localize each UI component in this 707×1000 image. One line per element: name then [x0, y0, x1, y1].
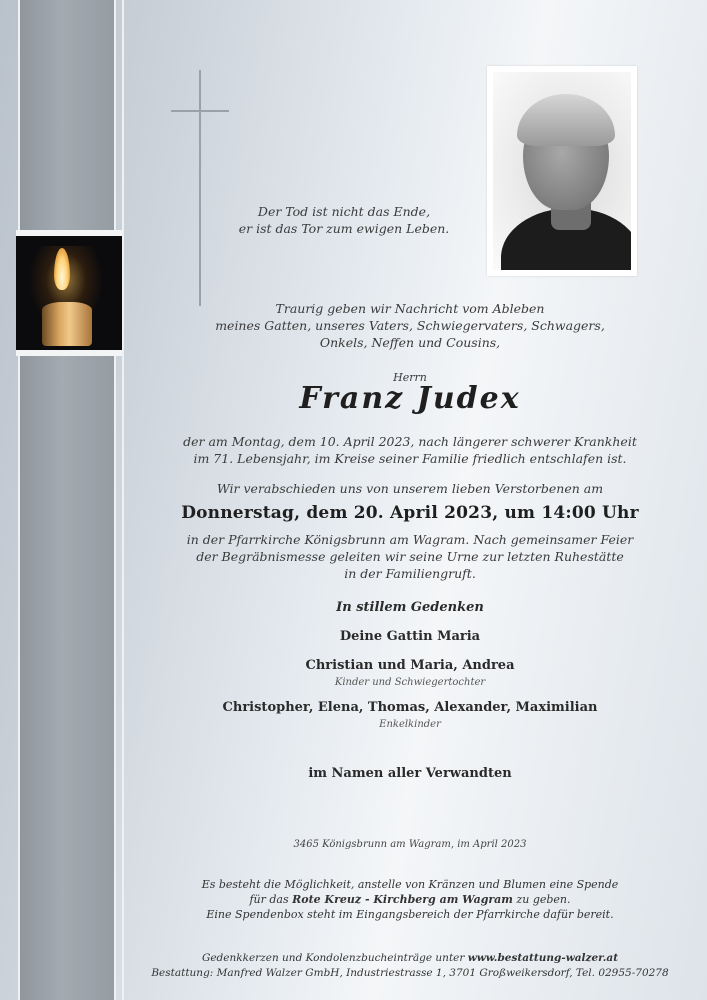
portrait-photo [493, 72, 631, 270]
in-memory-heading: In stillem Gedenken [336, 600, 484, 615]
portrait-hair [517, 94, 615, 146]
donation-recipient: Rote Kreuz - Kirchberg am Wagram [292, 893, 513, 906]
place-and-date: 3465 Königsbrunn am Wagram, im April 2023 [293, 839, 527, 850]
cross-icon-vertical [199, 70, 201, 306]
mourner-relation: Kinder und Schwiegertochter [334, 677, 486, 688]
donation-line [170, 892, 650, 907]
footer-line [150, 951, 670, 966]
funeral-date: Donnerstag, dem 20. April 2023, um 14:00 Uhr [181, 503, 639, 523]
candle-image [16, 230, 122, 356]
ceremony-line: in der Pfarrkirche Königsbrunn am Wagram. Nach gemeinsamer Feier [186, 532, 634, 547]
motto-line: er ist das Tor zum ewigen Leben. [238, 221, 450, 236]
death-notice-line: der am Montag, dem 10. April 2023, nach längerer schwerer Krankheit [183, 434, 637, 449]
mourner-relation: Enkelkinder [379, 719, 441, 730]
donation-notice [170, 877, 650, 922]
ceremony-line: der Begräbnismesse geleiten wir seine Urne zur letzten Ruhestätte [196, 549, 624, 564]
death-notice [170, 433, 650, 467]
mourner-names: Deine Gattin Maria [339, 629, 481, 644]
announcement-intro [170, 300, 650, 351]
donation-line: Eine Spendenbox steht im Eingangsbereich der Pfarrkirche dafür bereit. [206, 908, 614, 921]
donation-text: zu geben. [512, 893, 571, 906]
intro-line: Onkels, Neffen und Cousins, [319, 335, 501, 350]
stripe-divider [122, 0, 124, 1000]
donation-text: für das [249, 893, 293, 906]
motto-line: Der Tod ist nicht das Ende, [257, 204, 431, 219]
footer-text: Gedenkkerzen und Kondolenzbucheinträge unter [201, 952, 468, 964]
death-notice-line: im 71. Lebensjahr, im Kreise seiner Familie friedlich entschlafen ist. [193, 451, 627, 466]
portrait-photo-frame [487, 66, 637, 276]
cross-icon-horizontal [171, 110, 229, 112]
left-decorative-stripe [18, 0, 116, 1000]
donation-line: Es besteht die Möglichkeit, anstelle von Kränzen und Blumen eine Spende [201, 878, 619, 891]
on-behalf-of-relatives: im Namen aller Verwandten [308, 766, 512, 781]
mourner-names: Christopher, Elena, Thomas, Alexander, Maximilian [222, 700, 598, 715]
ceremony-details [170, 531, 650, 582]
farewell-text: Wir verabschieden uns von unserem lieben Verstorbenen am [216, 481, 604, 496]
motto [224, 203, 464, 237]
intro-line: meines Gatten, unseres Vaters, Schwiegervaters, Schwagers, [215, 318, 605, 333]
candle-body [42, 302, 92, 346]
website-link[interactable]: www.bestattung-walzer.at [467, 952, 619, 964]
footer-address: Bestattung: Manfred Walzer GmbH, Industriestrasse 1, 3701 Großweikersdorf, Tel. 02955-70278 [151, 967, 669, 979]
mourner-names: Christian und Maria, Andrea [305, 658, 515, 673]
deceased-name: Franz Judex [299, 381, 521, 416]
salutation: Herrn [393, 371, 427, 384]
footer [150, 951, 670, 981]
intro-line: Traurig geben wir Nachricht vom Ableben [275, 301, 545, 316]
ceremony-line: in der Familiengruft. [344, 566, 476, 581]
